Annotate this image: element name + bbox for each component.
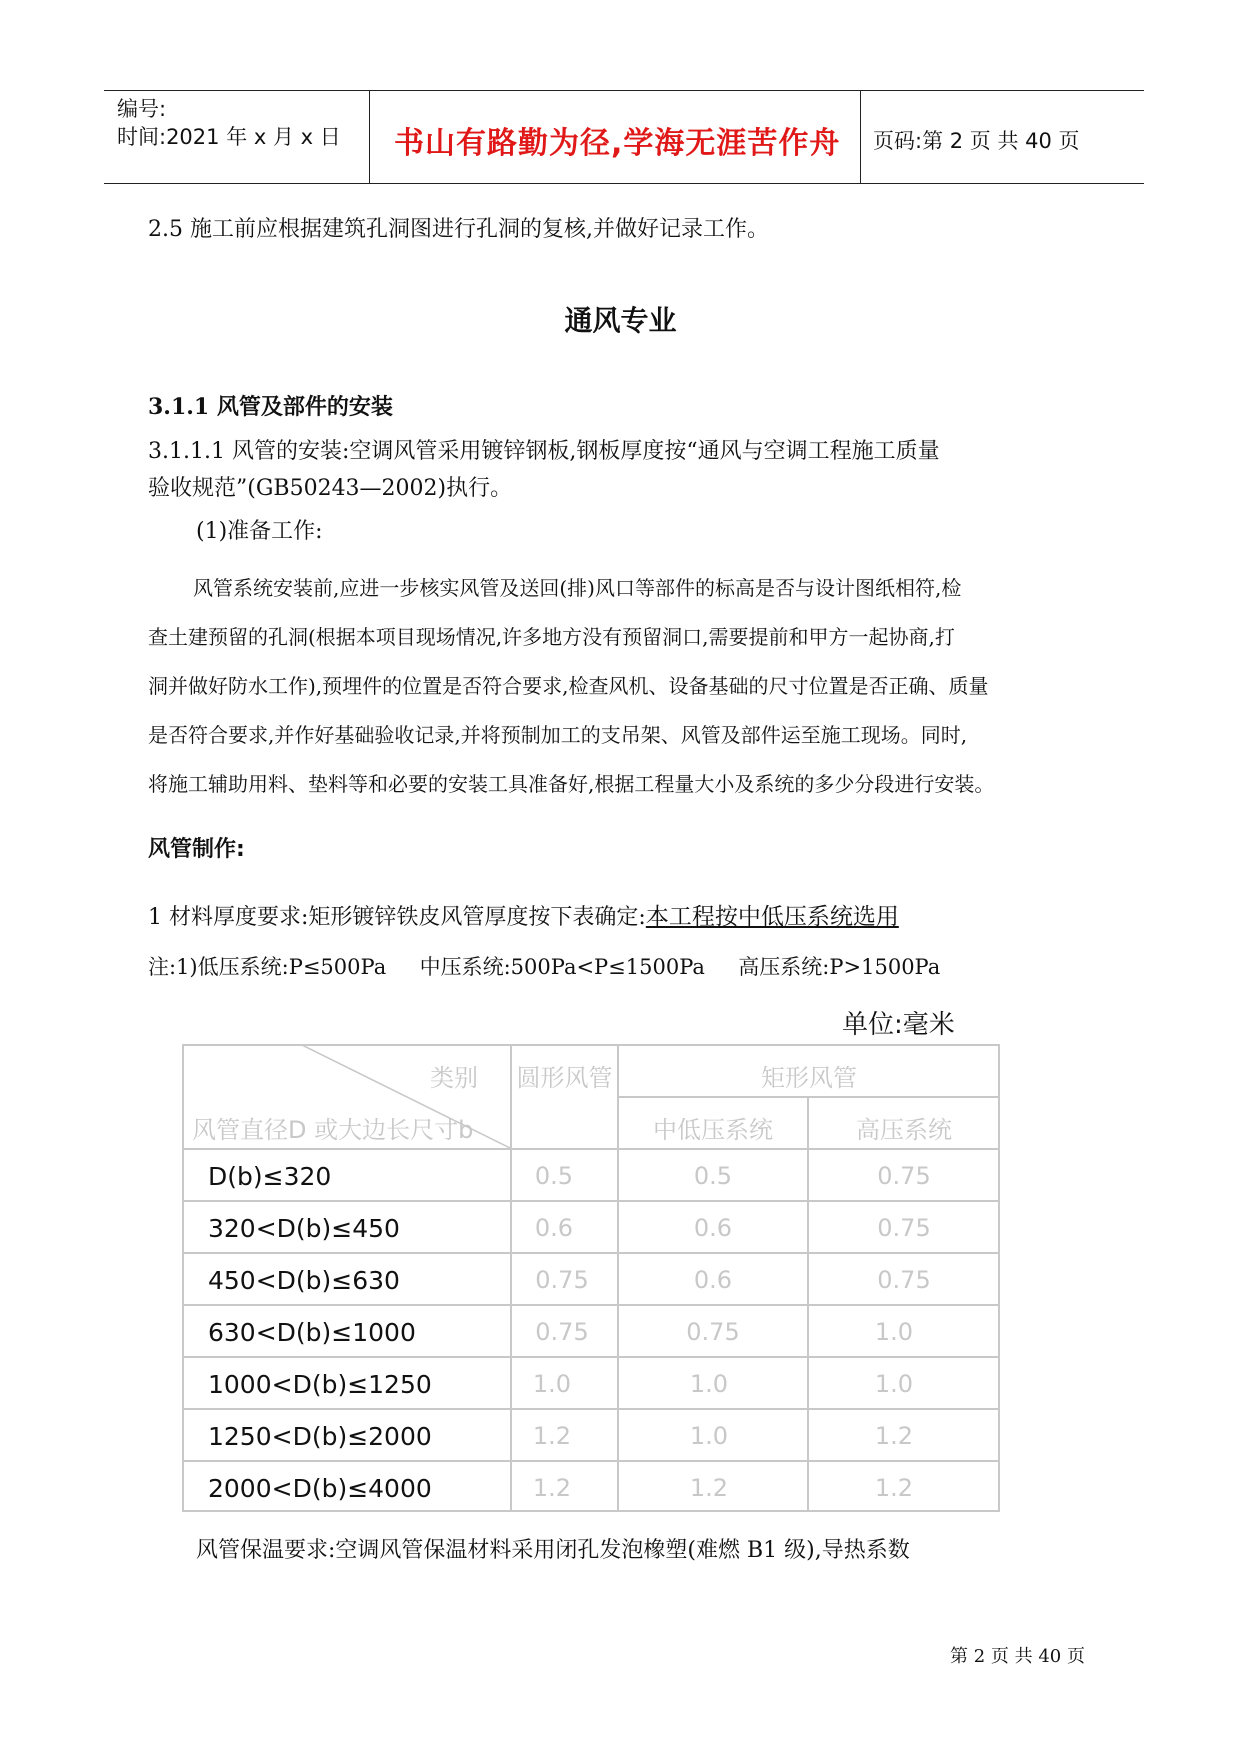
- paragraph-3-1-1-1-line1: 3.1.1.1 风管的安装:空调风管采用镀锌钢板,钢板厚度按“通风与空调工程施工质量: [148, 439, 940, 464]
- table-header-category: 类别: [430, 1064, 478, 1092]
- row-label: 1250<D(b)≤2000: [208, 1422, 432, 1451]
- cell-round: 1.2: [532, 1422, 572, 1450]
- table-header-rect: 矩形风管: [761, 1064, 857, 1092]
- document-number-label: 编号:: [117, 97, 167, 121]
- table-header-midlow: 中低压系统: [653, 1116, 773, 1144]
- prep-line: 洞并做好防水工作),预埋件的位置是否符合要求,检查风机、设备基础的尺寸位置是否正确、质量: [148, 674, 989, 698]
- material-thickness-line: [148, 900, 899, 935]
- cell-high: 0.75: [877, 1214, 931, 1242]
- cell-high: 1.2: [874, 1474, 914, 1502]
- row-label: 450<D(b)≤630: [208, 1266, 400, 1295]
- prep-work-paragraph: [148, 564, 1108, 809]
- cell-high: 1.2: [874, 1422, 914, 1450]
- material-selection-underlined: 本工程按中低压系统选用: [645, 904, 899, 930]
- pressure-note: 注:1)低压系统:P≤500Pa 中压系统:500Pa<P≤1500Pa 高压系统:P>1500Pa: [148, 955, 941, 979]
- cell-midlow: 0.6: [693, 1214, 733, 1242]
- unit-label: 单位:毫米: [842, 1010, 955, 1040]
- table-header-high: 高压系统: [856, 1116, 952, 1144]
- header-motto: 书山有路勤为径,学海无涯苦作舟: [394, 126, 841, 161]
- cell-round: 0.6: [534, 1214, 574, 1242]
- cell-round: 0.75: [535, 1266, 589, 1294]
- fabrication-title: 风管制作:: [148, 837, 245, 862]
- footer-page-number: 第 2 页 共 40 页: [950, 1646, 1085, 1667]
- cell-midlow: 0.75: [686, 1318, 740, 1346]
- row-label: D(b)≤320: [208, 1162, 332, 1191]
- cell-high: 0.75: [877, 1162, 931, 1190]
- header-bottom-rule: [104, 183, 1144, 184]
- row-label: 320<D(b)≤450: [208, 1214, 400, 1243]
- row-label: 630<D(b)≤1000: [208, 1318, 416, 1347]
- prep-line: 是否符合要求,并作好基础验收记录,并将预制加工的支吊架、风管及部件运至施工现场。同时,: [148, 723, 968, 747]
- cell-high: 1.0: [874, 1370, 914, 1398]
- section-title: 通风专业: [564, 304, 677, 337]
- prep-line: 查土建预留的孔洞(根据本项目现场情况,许多地方没有预留洞口,需要提前和甲方一起协商,打: [148, 625, 955, 649]
- table-header-dimension: 风管直径D 或大边长尺寸b: [192, 1116, 474, 1144]
- cell-high: 1.0: [874, 1318, 914, 1346]
- header-top-rule: [104, 90, 1144, 91]
- row-label: 1000<D(b)≤1250: [208, 1370, 432, 1399]
- insulation-paragraph: 风管保温要求:空调风管保温材料采用闭孔发泡橡塑(难燃 B1 级),导热系数: [196, 1538, 910, 1563]
- row-label: 2000<D(b)≤4000: [208, 1474, 432, 1503]
- cell-round: 0.5: [534, 1162, 574, 1190]
- header-divider-left: [369, 90, 370, 183]
- cell-round: 1.0: [532, 1370, 572, 1398]
- cell-high: 0.75: [877, 1266, 931, 1294]
- prep-line: 将施工辅助用料、垫料等和必要的安装工具准备好,根据工程量大小及系统的多少分段进行安装。: [148, 772, 995, 796]
- paragraph-2-5: 2.5 施工前应根据建筑孔洞图进行孔洞的复核,并做好记录工作。: [148, 217, 769, 242]
- cell-round: 1.2: [532, 1474, 572, 1502]
- heading-3-1-1: 3.1.1 风管及部件的安装: [148, 394, 393, 420]
- paragraph-3-1-1-1-line2: 验收规范”(GB50243—2002)执行。: [148, 476, 513, 501]
- cell-midlow: 0.6: [693, 1266, 733, 1294]
- cell-midlow: 1.0: [689, 1422, 729, 1450]
- document-time-label: 时间:2021 年 x 月 x 日: [117, 125, 341, 149]
- cell-midlow: 1.0: [689, 1370, 729, 1398]
- table-header-round: 圆形风管: [516, 1064, 613, 1092]
- cell-round: 0.75: [535, 1318, 589, 1346]
- cell-midlow: 1.2: [689, 1474, 729, 1502]
- material-thickness-text: 1 材料厚度要求:矩形镀锌铁皮风管厚度按下表确定:: [148, 905, 646, 930]
- prep-work-title: (1)准备工作:: [196, 519, 323, 544]
- prep-line: 风管系统安装前,应进一步核实风管及送回(排)风口等部件的标高是否与设计图纸相符,检: [193, 576, 962, 600]
- header-divider-right: [860, 90, 861, 183]
- header-page-label: 页码:第 2 页 共 40 页: [873, 129, 1080, 153]
- cell-midlow: 0.5: [693, 1162, 733, 1190]
